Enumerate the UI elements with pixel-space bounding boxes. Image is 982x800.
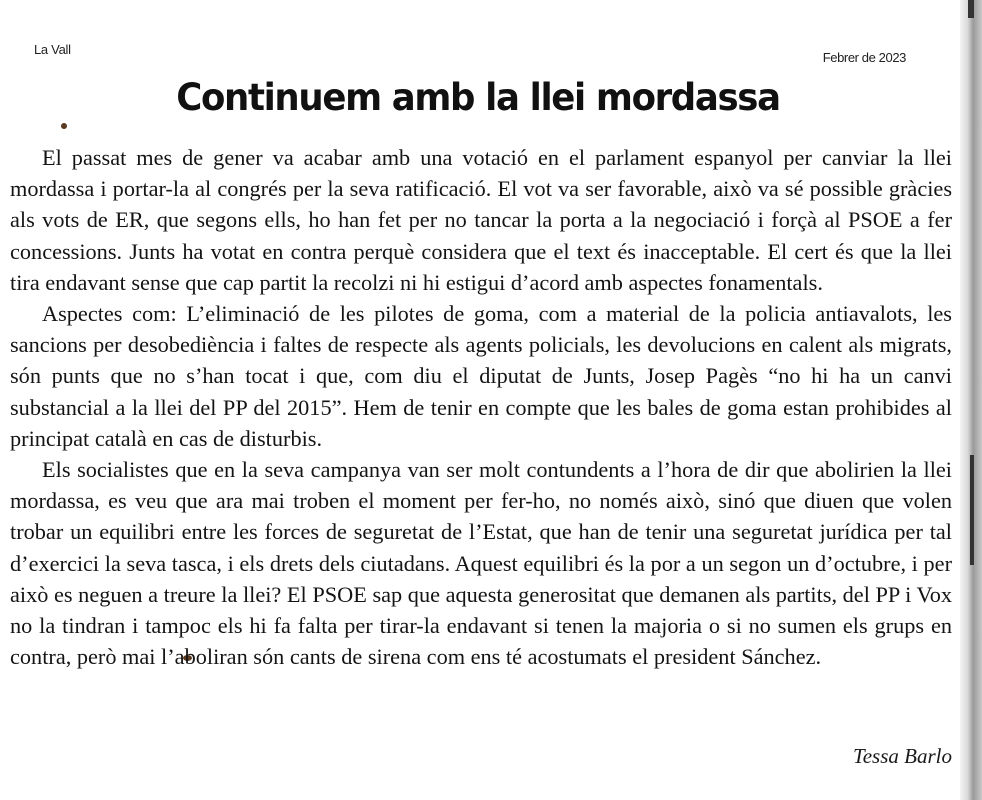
article-paragraph: Els socialistes que en la seva campanya van ser molt contundents a l’hora de dir que abolirien la llei mordassa, es veu que ara mai troben el moment per fer-ho, no només això, sinó que diuen que volen trobar un equilibri entre les forces de seguretat de l’Estat, que han de tenir una seguretat jurídica per tal d’exercici la seva tasca, i els drets dels ciutadans. Aquest equilibri és la por a un segon un d’octubre, i per això es neguen a treure la llei? El PSOE sap que aquesta generositat que demanen als partits, del PP i Vox no la tindran i tampoc els hi fa falta per tirar-la endavant si tenen la majoria o si no sumen els grups en contra, però mai l’aboliran són cants de sirena com ens té acostumats el president Sánchez.	[10, 457, 952, 670]
edge-mark	[970, 455, 974, 565]
article-paragraph: El passat mes de gener va acabar amb una votació en el parlament espanyol per canviar la llei mordassa i portar-la al congrés per la seva ratificació. El vot va ser favorable, això va sé possible gràcies als vots de ER, que segons ells, ho han fet per no tancar la porta a la negociació i forçà al PSOE a fer concessions. Junts ha votat en contra perquè considera que el text és inacceptable. El cert és que la llei tira endavant sense que cap partit la recolzi ni hi estigui d’acord amb aspectes fonamentals.	[10, 145, 952, 295]
issue-date: Febrer de 2023	[822, 50, 906, 65]
article-author: Tessa Barlo	[852, 744, 952, 768]
edge-mark	[968, 0, 974, 18]
article-title: Continuem amb la llei mordassa	[176, 76, 780, 119]
print-speck	[61, 123, 67, 129]
article-body	[10, 142, 952, 672]
section-name: La Vall	[34, 42, 71, 57]
page-edge	[960, 0, 982, 800]
article-paragraph: Aspectes com: L’eliminació de les pilotes de goma, com a material de la policia antiavalots, les sancions per desobediència i faltes de respecte als agents policials, les devolucions en calent als migrats, són punts que no s’han tocat i que, com diu el diputat de Junts, Josep Pagès “no hi ha un canvi substancial a la llei del PP del 2015”. Hem de tenir en compte que les bales de goma estan prohibides al principat català en cas de disturbis.	[10, 301, 952, 451]
